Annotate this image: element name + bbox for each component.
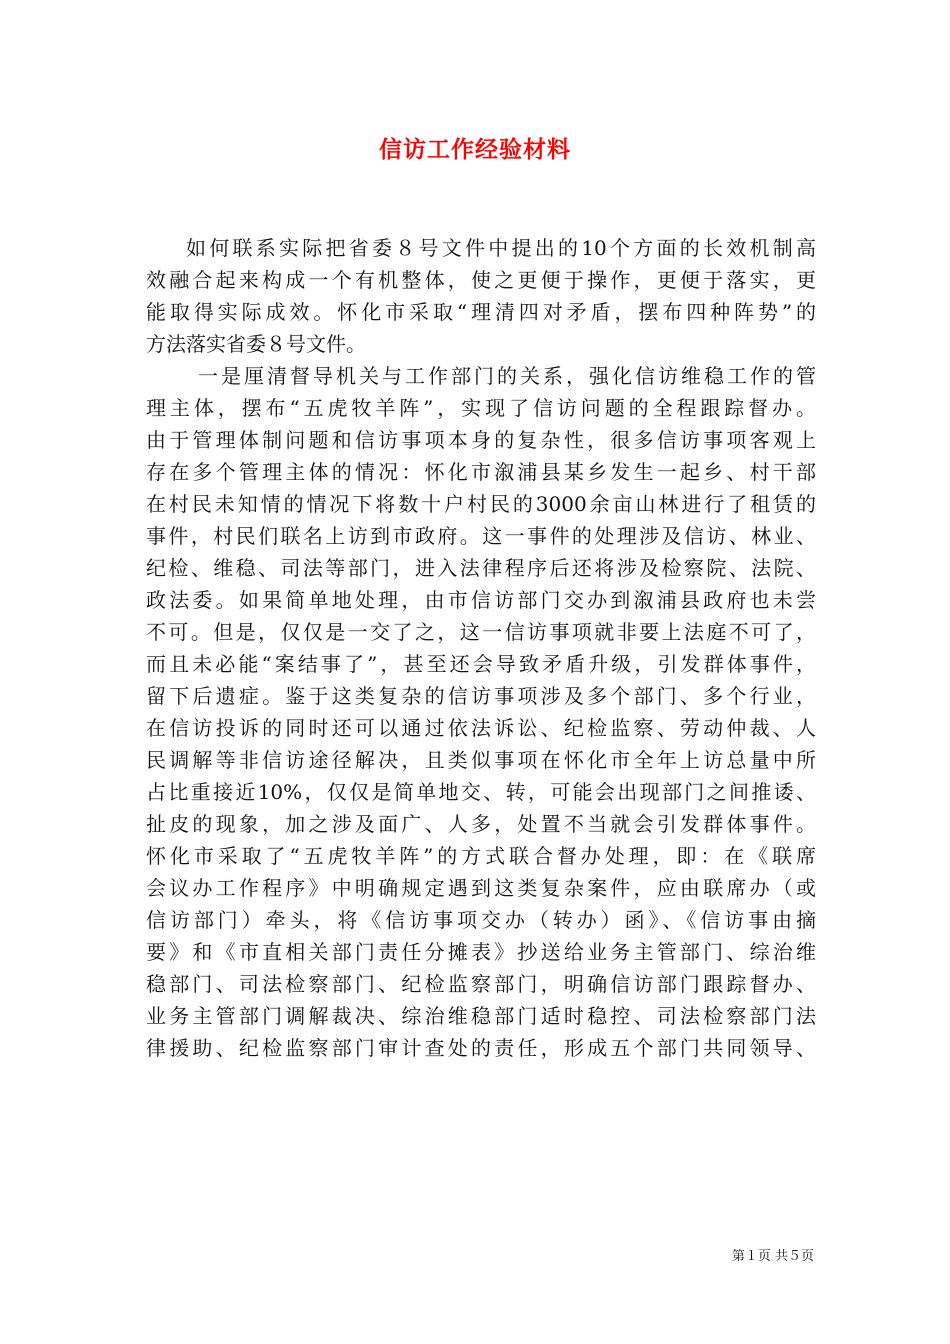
- paragraph-line: 一是厘清督导机关与工作部门的关系，强化信访维稳工作的管: [198, 364, 816, 388]
- paragraph-line: 怀化市采取了“五虎牧羊阵”的方式联合督办处理，即：在《联席: [146, 844, 816, 868]
- paragraph-line: 理主体，摆布“五虎牧羊阵”，实现了信访问题的全程跟踪督办。: [146, 396, 816, 420]
- paragraph-line: 要》和《市直相关部门责任分摊表》抄送给业务主管部门、综治维: [146, 940, 816, 964]
- paragraph-line: 占比重接近10%，仅仅是简单地交、转，可能会出现部门之间推诿、: [146, 780, 816, 804]
- paragraph-line: 纪检、维稳、司法等部门，进入法律程序后还将涉及检察院、法院、: [146, 556, 816, 580]
- paragraph-line: 事件，村民们联名上访到市政府。这一事件的处理涉及信访、林业、: [146, 524, 816, 548]
- paragraph-line: 不可。但是，仅仅是一交了之，这一信访事项就非要上法庭不可了，: [146, 620, 816, 644]
- paragraph-line: 如何联系实际把省委８号文件中提出的10个方面的长效机制高: [186, 236, 816, 260]
- paragraph-line: 扯皮的现象，加之涉及面广、人多，处置不当就会引发群体事件。: [146, 812, 816, 836]
- paragraph-line: 在村民未知情的情况下将数十户村民的3000余亩山林进行了租赁的: [146, 492, 816, 516]
- paragraph-line: 存在多个管理主体的情况：怀化市溆浦县某乡发生一起乡、村干部: [146, 460, 816, 484]
- paragraph-line: 由于管理体制问题和信访事项本身的复杂性，很多信访事项客观上: [146, 428, 816, 452]
- paragraph-line: 稳部门、司法检察部门、纪检监察部门，明确信访部门跟踪督办、: [146, 972, 816, 996]
- paragraph-line: 留下后遗症。鉴于这类复杂的信访事项涉及多个部门、多个行业，: [146, 684, 816, 708]
- paragraph-line: 业务主管部门调解裁决、综治维稳部门适时稳控、司法检察部门法: [146, 1004, 816, 1028]
- paragraph-line: 律援助、纪检监察部门审计查处的责任，形成五个部门共同领导、: [146, 1036, 816, 1060]
- paragraph-line: 会议办工作程序》中明确规定遇到这类复杂案件，应由联席办（或: [146, 876, 816, 900]
- page-number: 第１页 共５页: [731, 1249, 814, 1264]
- paragraph-line: 民调解等非信访途径解决，且类似事项在怀化市全年上访总量中所: [146, 748, 816, 772]
- paragraph-line: 而且未必能“案结事了”，甚至还会导致矛盾升级，引发群体事件，: [146, 652, 816, 676]
- document-body: [146, 232, 816, 1064]
- paragraph-line: 方法落实省委８号文件。: [146, 332, 366, 356]
- paragraph-line: 政法委。如果简单地处理，由市信访部门交办到溆浦县政府也未尝: [146, 588, 816, 612]
- paragraph-line: 能取得实际成效。怀化市采取“理清四对矛盾，摆布四种阵势”的: [146, 300, 816, 324]
- document-title: 信访工作经验材料: [379, 136, 571, 163]
- paragraph-line: 在信访投诉的同时还可以通过依法诉讼、纪检监察、劳动仲裁、人: [146, 716, 816, 740]
- paragraph-line: 效融合起来构成一个有机整体，使之更便于操作，更便于落实，更: [146, 268, 816, 292]
- paragraph-line: 信访部门）牵头，将《信访事项交办（转办）函》、《信访事由摘: [146, 908, 816, 932]
